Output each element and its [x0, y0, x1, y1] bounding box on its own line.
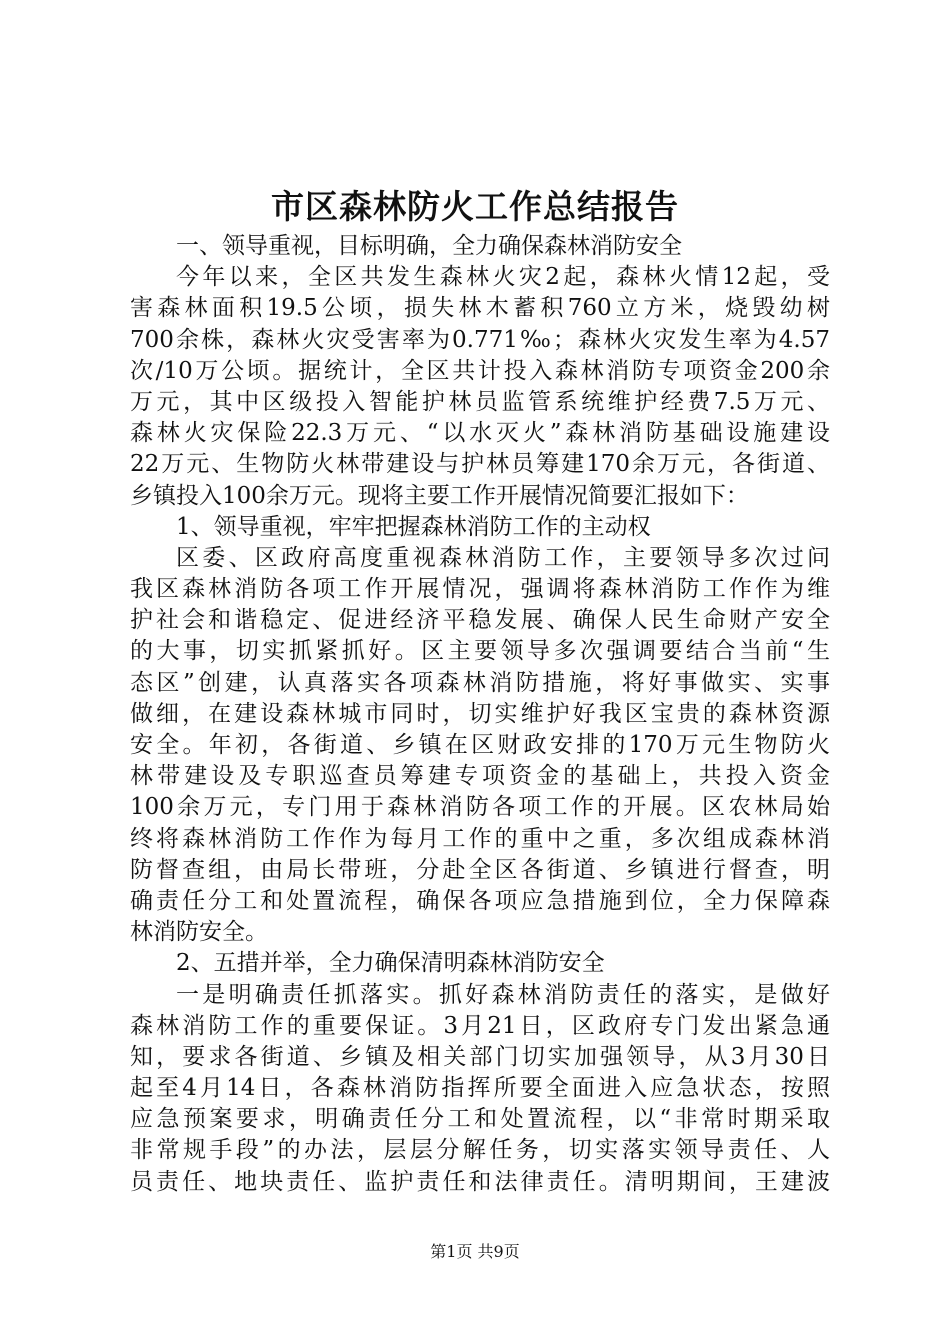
- paragraph-line: 起至4月14日，各森林消防指挥所要全面进入应急状态，按照: [130, 1075, 830, 1102]
- paragraph-line: 防督查组，由局长带班，分赴全区各街道、乡镇进行督查，明: [130, 856, 830, 883]
- paragraph-line: 非常规手段”的办法，层层分解任务，切实落实领导责任、人: [130, 1137, 830, 1164]
- section-heading: 2、五措并举，全力确保清明森林消防安全: [176, 950, 605, 977]
- paragraph-line: 我区森林消防各项工作开展情况，强调将森林消防工作作为维: [130, 576, 830, 603]
- paragraph-line: 森林火灾保险22.3万元、“以水灭火”森林消防基础设施建设: [130, 420, 830, 447]
- paragraph-line: 做细，在建设森林城市同时，切实维护好我区宝贵的森林资源: [130, 700, 830, 727]
- paragraph-line: 态区”创建，认真落实各项森林消防措施，将好事做实、实事: [130, 669, 830, 696]
- paragraph-line: 今年以来，全区共发生森林火灾2起，森林火情12起，受: [176, 264, 830, 291]
- paragraph-line: 安全。年初，各街道、乡镇在区财政安排的170万元生物防火: [130, 732, 830, 758]
- paragraph-line: 的大事，切实抓紧抓好。区主要领导多次强调要结合当前“生: [130, 638, 830, 665]
- paragraph-line: 害森林面积19.5公顷，损失林木蓄积760立方米，烧毁幼树: [130, 295, 830, 322]
- paragraph-line: 应急预案要求，明确责任分工和处置流程，以“非常时期采取: [130, 1106, 830, 1133]
- paragraph-line: 林消防安全。: [130, 919, 268, 946]
- document-body: [130, 231, 830, 1198]
- paragraph-line: 员责任、地块责任、监护责任和法律责任。清明期间，王建波: [130, 1168, 830, 1195]
- page-footer: 第1页 共9页: [430, 1242, 520, 1261]
- paragraph-line: 乡镇投入100余万元。现将主要工作开展情况简要汇报如下：: [130, 482, 749, 509]
- paragraph-line: 一是明确责任抓落实。抓好森林消防责任的落实，是做好: [176, 981, 830, 1008]
- paragraph-line: 确责任分工和处置流程，确保各项应急措施到位，全力保障森: [130, 887, 830, 914]
- paragraph-line: 次/10万公顷。据统计，全区共计投入森林消防专项资金200余: [130, 357, 830, 384]
- paragraph-line: 区委、区政府高度重视森林消防工作，主要领导多次过问: [176, 544, 830, 571]
- paragraph-line: 22万元、生物防火林带建设与护林员筹建170余万元，各街道、: [130, 451, 830, 478]
- paragraph-line: 700余株，森林火灾受害率为0.771‰；森林火灾发生率为4.57: [130, 326, 830, 353]
- paragraph-line: 林带建设及专职巡查员筹建专项资金的基础上，共投入资金: [130, 763, 830, 790]
- document-title: 市区森林防火工作总结报告: [271, 187, 679, 226]
- paragraph-line: 100余万元，专门用于森林消防各项工作的开展。区农林局始: [130, 794, 830, 821]
- paragraph-line: 森林消防工作的重要保证。3月21日，区政府专门发出紧急通: [130, 1012, 830, 1039]
- section-heading: 1、领导重视，牢牢把握森林消防工作的主动权: [176, 513, 651, 540]
- section-heading: 一、领导重视，目标明确，全力确保森林消防安全: [176, 233, 682, 259]
- paragraph-line: 万元，其中区级投入智能护林员监管系统维护经费7.5万元、: [130, 388, 830, 415]
- paragraph-line: 终将森林消防工作作为每月工作的重中之重，多次组成森林消: [130, 825, 830, 852]
- paragraph-line: 护社会和谐稳定、促进经济平稳发展、确保人民生命财产安全: [130, 607, 830, 634]
- paragraph-line: 知，要求各街道、乡镇及相关部门切实加强领导，从3月30日: [130, 1043, 830, 1070]
